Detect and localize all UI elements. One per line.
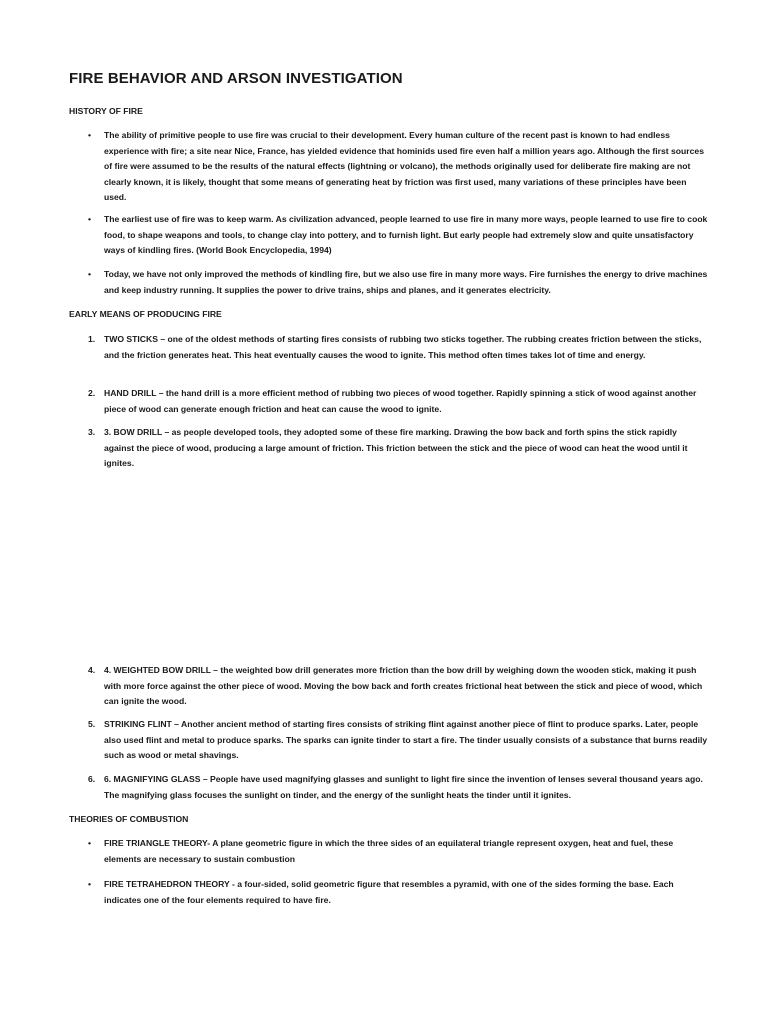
history-bullet-item bbox=[88, 128, 708, 206]
list-number: 4. bbox=[88, 665, 96, 675]
document-title: FIRE BEHAVIOR AND ARSON INVESTIGATION bbox=[69, 70, 403, 87]
list-item-text: TWO STICKS – one of the oldest methods of starting fires consists of rubbing two sticks together. The rubbing creates friction between the sticks, and the friction generates heat. This heat eventually causes the wood to ignite. This method often times takes lot of time and energy. bbox=[104, 334, 702, 360]
theory-bullet-item bbox=[88, 877, 708, 908]
list-number: 3. bbox=[88, 427, 96, 437]
section-heading-early-means: EARLY MEANS OF PRODUCING FIRE bbox=[69, 309, 222, 319]
history-bullet-text: Today, we have not only improved the methods of kindling fire, but we also use fire in many more ways. Fire furnishes the energy to drive machines and keep industry running. It supplies the power to drive trains, ships and planes, and it generates electricity. bbox=[104, 269, 708, 295]
theory-bullet-text: FIRE TETRAHEDRON THEORY - a four-sided, solid geometric figure that resembles a pyramid, with one of the sides forming the base. Each indicates one of the four elements required to have fire. bbox=[104, 879, 674, 905]
section-heading-theories: THEORIES OF COMBUSTION bbox=[69, 814, 189, 824]
list-number: 6. bbox=[88, 774, 96, 784]
list-item-text: HAND DRILL – the hand drill is a more efficient method of rubbing two pieces of wood together. Rapidly spinning a stick of wood against another piece of wood can generate enough friction and heat can cause the wood to ignite. bbox=[104, 388, 697, 414]
bullet-marker: • bbox=[88, 214, 92, 224]
bullet-marker: • bbox=[88, 879, 92, 889]
history-bullet-item bbox=[88, 267, 708, 298]
list-number: 1. bbox=[88, 334, 96, 344]
early-means-list-item bbox=[88, 772, 708, 803]
history-bullet-text: The ability of primitive people to use fire was crucial to their development. Every human culture of the recent past is known to had endless experience with fire; a site near Nice, France, has yielded evidence that hominids used fire even half a million years ago. Although the first sources of fire were assumed to be the results of the natural effects (lightning or volcano), the methods originally used for deliberate fire making are not clearly known, it is likely, thought that some means of generating heat by friction was first used, many variations of these principles have been used. bbox=[104, 130, 704, 203]
early-means-list-item bbox=[88, 332, 708, 363]
history-bullet-item bbox=[88, 212, 708, 259]
list-item-text: 4. WEIGHTED BOW DRILL – the weighted bow drill generates more friction than the bow drill by weighing down the wooden stick, making it push with more force against the other piece of wood. Moving the bow back and forth creates frictional heat between the stick and piece of wood, which can ignite the wood. bbox=[104, 665, 703, 707]
history-bullet-text: The earliest use of fire was to keep warm. As civilization advanced, people learned to use fire in many more ways, people learned to use fire to cook food, to shape weapons and tools, to change clay into pottery, and to furnish light. But early people had extremely slow and quite unsatisfactory ways of kindling fires. (World Book Encyclopedia, 1994) bbox=[104, 214, 708, 256]
bullet-marker: • bbox=[88, 269, 92, 279]
list-number: 5. bbox=[88, 719, 96, 729]
list-item-text: 3. BOW DRILL – as people developed tools, they adopted some of these fire marking. Drawing the bow back and forth spins the stick rapidly against the piece of wood, producing a large amount of friction. This friction between the stick and the piece of wood can heat the wood until it ignites. bbox=[104, 427, 688, 469]
list-number: 2. bbox=[88, 388, 96, 398]
theory-bullet-item bbox=[88, 836, 708, 867]
early-means-list-item bbox=[88, 663, 708, 710]
bullet-marker: • bbox=[88, 130, 92, 140]
list-item-text: 6. MAGNIFYING GLASS – People have used magnifying glasses and sunlight to light fire since the invention of lenses several thousand years ago. The magnifying glass focuses the sunlight on tinder, and the energy of the sunlight heats the tinder until it ignites. bbox=[104, 774, 703, 800]
section-heading-history: HISTORY OF FIRE bbox=[69, 106, 143, 116]
early-means-list-item bbox=[88, 717, 708, 764]
early-means-list-item bbox=[88, 386, 708, 417]
bullet-marker: • bbox=[88, 838, 92, 848]
theory-bullet-text: FIRE TRIANGLE THEORY- A plane geometric figure in which the three sides of an equilateral triangle represent oxygen, heat and fuel, these elements are necessary to sustain combustion bbox=[104, 838, 674, 864]
early-means-list-item bbox=[88, 425, 708, 472]
list-item-text: STRIKING FLINT – Another ancient method of starting fires consists of striking flint against another piece of flint to produce sparks. Later, people also used flint and metal to produce sparks. The sparks can ignite tinder to start a fire. The tinder usually consists of a substance that burns readily such as wood or metal shavings. bbox=[104, 719, 708, 761]
